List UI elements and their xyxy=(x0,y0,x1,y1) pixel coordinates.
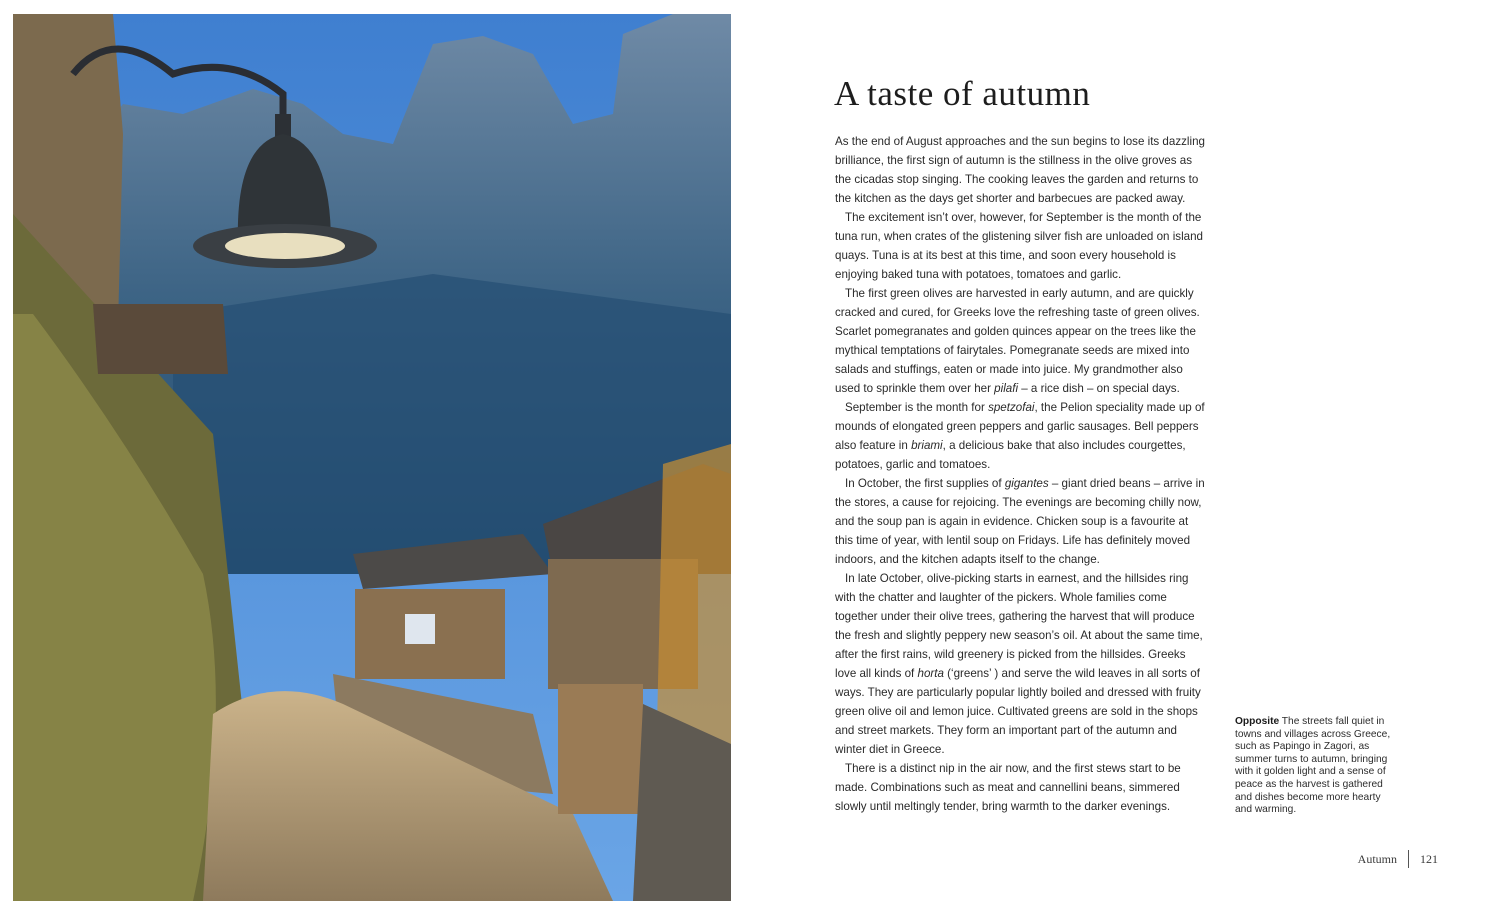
italic-term: briami xyxy=(911,439,943,452)
paragraph-text: – a rice dish – on special days. xyxy=(1018,382,1180,395)
photo-illustration xyxy=(13,14,731,901)
paragraph-text: , a delicious bake that also includes courgettes, potatoes, garlic and tomatoes. xyxy=(835,439,1186,471)
italic-term: spetzofai xyxy=(988,401,1035,414)
paragraph-text: September is the month for xyxy=(845,401,989,414)
body-paragraph xyxy=(835,398,1207,474)
italic-term: gigantes xyxy=(1004,477,1049,490)
paragraph-text: In October, the first supplies of xyxy=(845,477,1005,490)
italic-term: pilafi xyxy=(994,382,1019,395)
page-title: A taste of autumn xyxy=(834,74,1091,113)
body-paragraph xyxy=(835,759,1207,816)
section-name: Autumn xyxy=(1357,851,1397,866)
caption-text: The streets fall quiet in towns and villages across Greece, such as Papingo in Zagori, as summer turns to autumn, bringing with it golden light and a sense of peace as the harvest is gathered and dishes become more hearty and warming. xyxy=(1235,716,1391,816)
paragraph-text: In late October, olive-picking starts in earnest, and the hillsides ring with the chatter and laughter of the pickers. Whole families come together under their olive trees, gathering the harvest that will produce the fresh and slightly peppery new season’s oil. At about the same time, after the first rains, wild greenery is picked from the hillsides. Greeks love all kinds of xyxy=(835,572,1203,680)
paragraph-text: – giant dried beans – arrive in the stores, a cause for rejoicing. The evenings are becoming chilly now, and the soup pan is again in evidence. Chicken soup is a favourite at this time of year, with lentil soup on Fridays. Life has definitely moved indoors, and the kitchen adapts itself to the change. xyxy=(835,477,1205,566)
body-paragraph xyxy=(835,208,1207,284)
paragraph-text: The excitement isn’t over, however, for September is the month of the tuna run, when crates of the glistening silver fish are unloaded on island quays. Tuna is at its best at this time, and soon every household is enjoying baked tuna with potatoes, tomatoes and garlic. xyxy=(835,211,1204,281)
page-footer xyxy=(1358,850,1438,868)
italic-term: horta xyxy=(917,667,944,680)
paragraph-text: The first green olives are harvested in early autumn, and are quickly cracked and cured, for Greeks love the refreshing taste of green olives. Scarlet pomegranates and golden quinces appear on the trees like the mythical temptations of fairytales. Pomegranate seeds are mixed into salads and stuffings, eaten or made into juice. My grandmother also used to sprinkle them over her xyxy=(835,287,1200,395)
caption-lead: Opposite xyxy=(1235,716,1280,727)
paragraph-text: (‘greens’ ) and serve the wild leaves in all sorts of ways. They are particularly popular lightly boiled and dressed with fruity green olive oil and lemon juice. Cultivated greens are sold in the shops and street markets. They form an important part of the autumn and winter diet in Greece. xyxy=(835,667,1201,756)
body-paragraph xyxy=(835,284,1207,398)
page-number: 121 xyxy=(1420,851,1438,866)
paragraph-text: There is a distinct nip in the air now, and the first stews start to be made. Combinations such as meat and cannellini beans, simmered slowly until meltingly tender, bring warmth to the darker evenings. xyxy=(835,762,1181,813)
body-paragraph xyxy=(835,474,1207,569)
photo-village-street xyxy=(13,14,731,901)
footer-divider xyxy=(1408,850,1409,868)
body-paragraph xyxy=(835,132,1207,208)
paragraph-text: As the end of August approaches and the sun begins to lose its dazzling brilliance, the first sign of autumn is the stillness in the olive groves as the cicadas stop singing. The cooking leaves the garden and returns to the kitchen as the days get shorter and barbecues are packed away. xyxy=(835,135,1205,205)
article-body xyxy=(835,132,1207,816)
photo-caption xyxy=(1235,716,1400,817)
body-paragraph xyxy=(835,569,1207,759)
paragraph-text: , the Pelion speciality made up of mounds of elongated green peppers and garlic sausages. Bell peppers also feature in xyxy=(835,401,1205,452)
